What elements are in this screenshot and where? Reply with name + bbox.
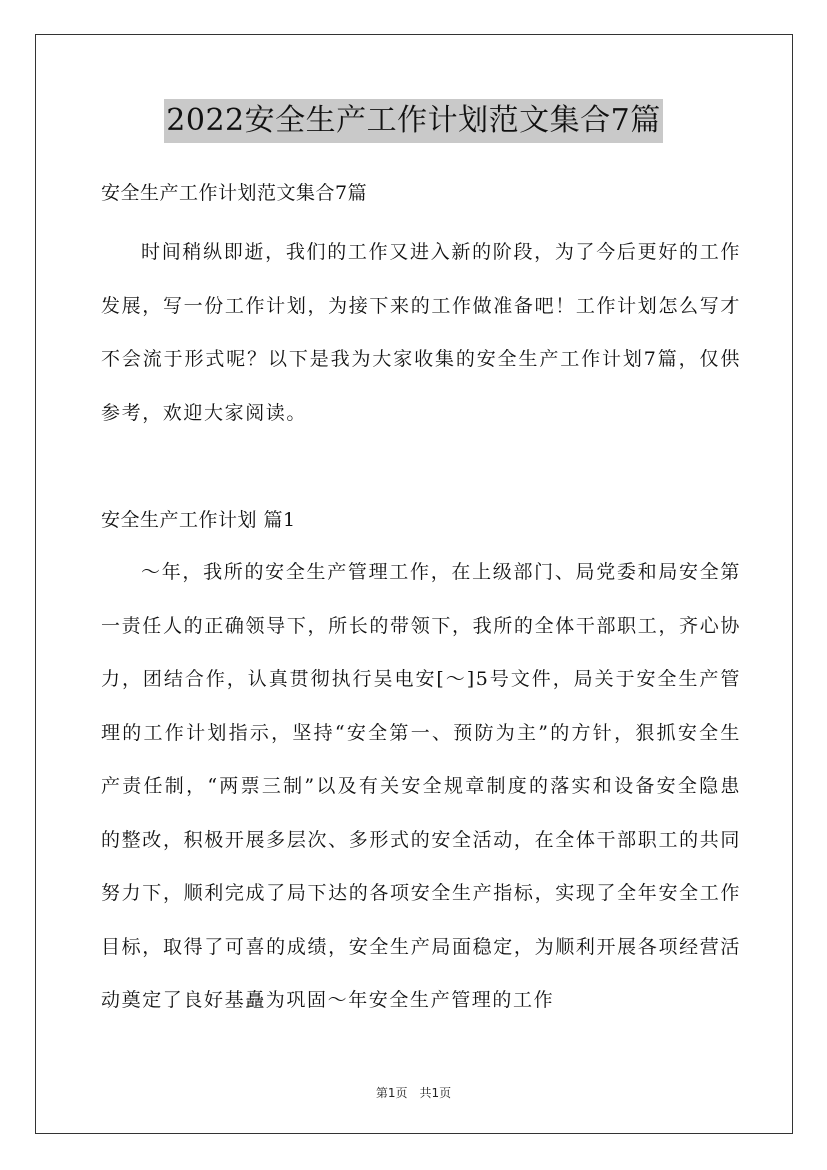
document-title: [0, 99, 827, 143]
document-subtitle: 安全生产工作计划范文集合7篇: [101, 182, 368, 204]
section-heading: 安全生产工作计划 篇1: [101, 509, 296, 531]
section-paragraph: ～年，我所的安全生产管理工作，在上级部门、局党委和局安全第一责任人的正确领导下，所长的带领下，我所的全体干部职工，齐心协力，团结合作，认真贯彻执行吴电安[～]5号文件，局关于安全生产管理的工作计划指示，坚持“安全第一、预防为主”的方针，狠抓安全生产责任制，“两票三制”以及有关安全规章制度的落实和设备安全隐患的整改，积极开展多层次、多形式的安全活动，在全体干部职工的共同努力下，顺利完成了局下达的各项安全生产指标，实现了全年安全工作目标，取得了可喜的成绩，安全生产局面稳定，为顺利开展各项经营活动奠定了良好基矗为巩固～年安全生产管理的工作: [101, 561, 741, 1011]
page-number-footer: 第1页 共1页: [375, 1086, 452, 1100]
document-title-text: 2022安全生产工作计划范文集合7篇: [164, 99, 662, 143]
intro-paragraph: 时间稍纵即逝，我们的工作又进入新的阶段，为了今后更好的工作发展，写一份工作计划，为接下来的工作做准备吧！工作计划怎么写才不会流于形式呢？以下是我为大家收集的安全生产工作计划7篇，仅供参考，欢迎大家阅读。: [101, 241, 741, 424]
